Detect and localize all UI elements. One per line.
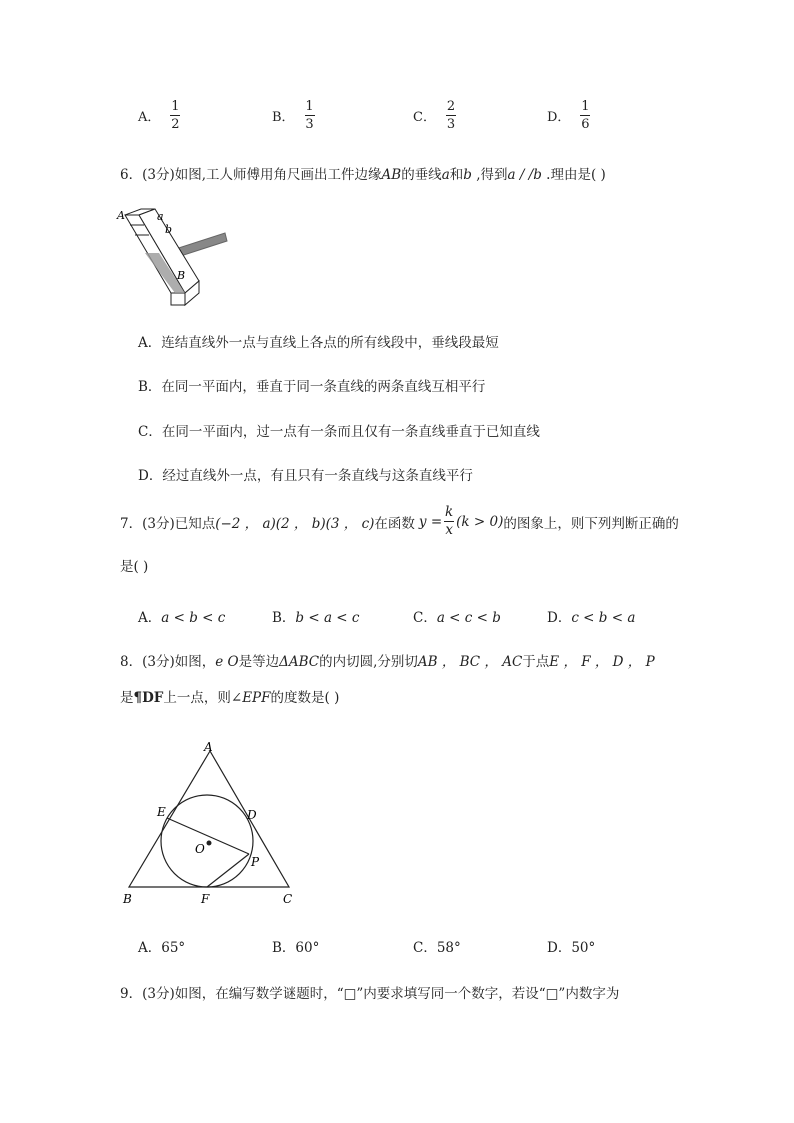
workpiece-block	[125, 209, 199, 305]
label-a-point: A	[117, 209, 125, 222]
q5-option-c: C． $\frac{2}{3}$	[413, 99, 456, 132]
label-p: P	[251, 855, 260, 869]
q8-option-c: C．58°	[413, 940, 461, 956]
q6-option-c: C．在同一平面内，过一点有一条而且仅有一条直线垂直于已知直线	[138, 424, 540, 440]
triangle-abc	[129, 751, 289, 887]
label-e: E	[157, 805, 166, 819]
q7-option-c: C．a < c < b	[413, 610, 501, 626]
label-line-b: b	[165, 223, 173, 236]
q8-option-d: D．50°	[547, 940, 596, 956]
label-a: A	[204, 740, 213, 754]
q8-stem-line2: 是¶DF上一点，则∠EPF的度数是( )	[120, 690, 340, 706]
q5-option-d: D． $\frac{1}{6}$	[547, 99, 590, 132]
q8-stem: 8．(3分)如图，e O是等边ΔABC的内切圆,分别切AB ， BC ， AC于点E ， F ， D ， P	[120, 654, 655, 670]
q6-stem: 6．(3分)如图,工人师傅用角尺画出工件边缘AB的垂线a和b ,得到a / /b .理由是( )	[120, 167, 606, 183]
label-line-a: a	[157, 210, 164, 223]
q5-option-a: A． $\frac{1}{2}$	[138, 99, 180, 132]
center-dot	[207, 841, 212, 846]
label-c: C	[283, 892, 293, 906]
q7-option-b: B．b < a < c	[272, 610, 360, 626]
label-d: D	[247, 808, 257, 822]
q6-option-d: D．经过直线外一点，有且只有一条直线与这条直线平行	[138, 468, 473, 484]
label-f: F	[201, 892, 210, 906]
segment-ep	[167, 818, 249, 854]
fraction: $\frac{1}{2}$	[171, 99, 180, 132]
q9-stem: 9．(3分)如图，在编写数学谜题时，“□”内要求填写同一个数字，若设“□”内数字为	[120, 986, 620, 1002]
q7-option-a: A．a < b < c	[138, 610, 226, 626]
q6-option-a: A．连结直线外一点与直线上各点的所有线段中，垂线段最短	[138, 335, 499, 351]
q5-options	[0, 100, 794, 130]
q6-option-b: B．在同一平面内，垂直于同一条直线的两条直线互相平行	[138, 379, 486, 395]
fraction-k-over-x: $\frac{k}{x}$	[445, 504, 454, 538]
incircle	[161, 795, 253, 887]
q8-option-a: A．65°	[138, 940, 186, 956]
fraction: $\frac{1}{6}$	[581, 99, 590, 132]
q7-stem-line2: 是( )	[120, 559, 149, 575]
q5-option-b: B． $\frac{1}{3}$	[272, 99, 314, 132]
fraction: $\frac{2}{3}$	[446, 99, 456, 132]
q8-option-b: B．60°	[272, 940, 320, 956]
label-b: B	[123, 892, 132, 906]
label-b-point: B	[177, 269, 186, 282]
q6-figure	[115, 205, 235, 310]
q7-stem: 7．(3分)已知点 (−2 ， a)(2 ， b)(3 ， c) 在函数 y = $\frac{k}{x}$ (k > 0) 的图象上，则下列判断正确的	[120, 504, 679, 538]
q7-option-d: D．c < b < a	[547, 610, 636, 626]
q8-figure	[115, 735, 305, 910]
fraction: $\frac{1}{3}$	[305, 99, 314, 132]
label-o: O	[195, 842, 205, 856]
